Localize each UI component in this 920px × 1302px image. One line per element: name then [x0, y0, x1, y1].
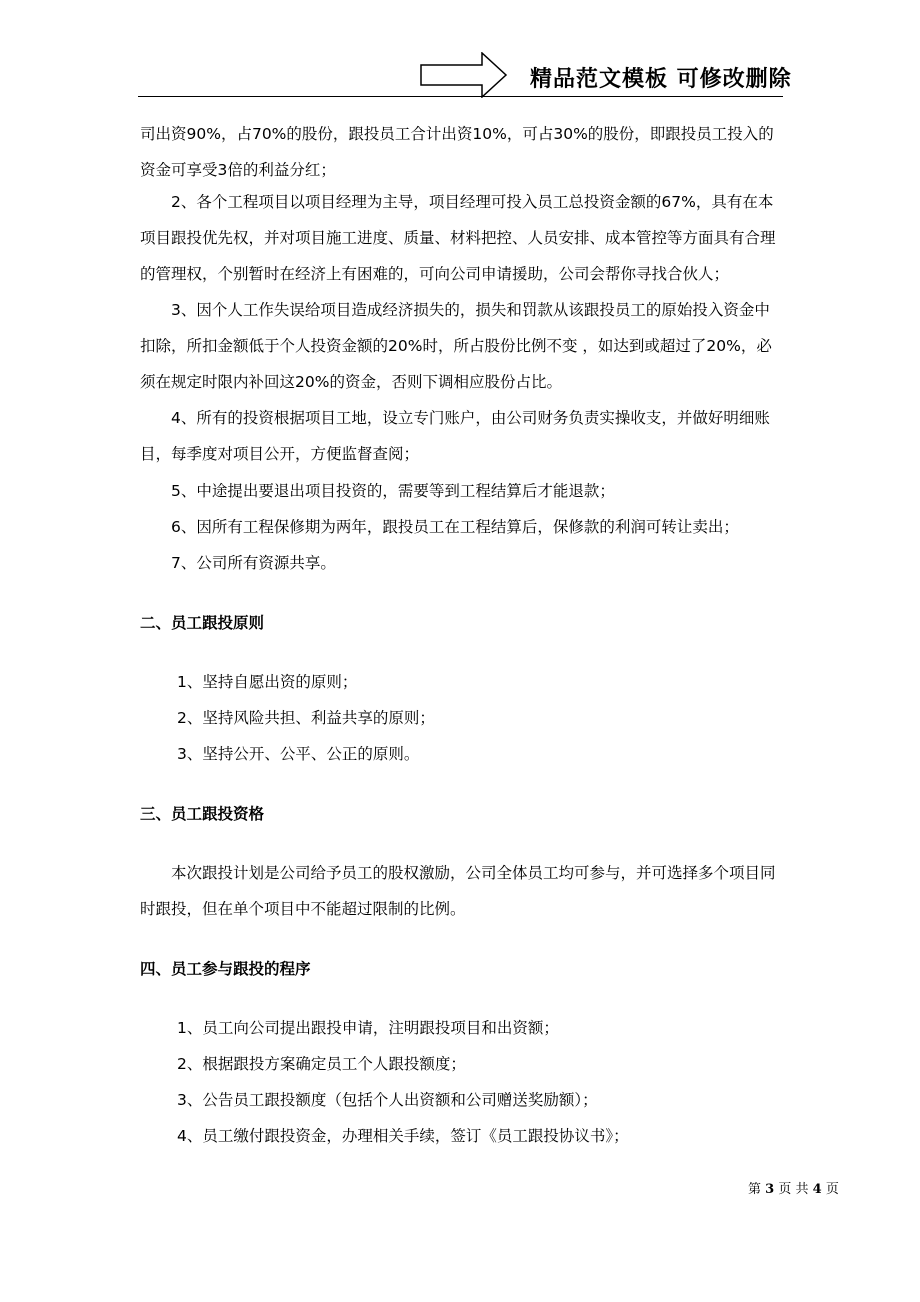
section-heading-eligibility: 三、员工跟投资格: [140, 805, 265, 823]
page-number-total: 4: [812, 1182, 822, 1197]
paragraph-item-7: 7、公司所有资源共享。: [171, 554, 336, 572]
page-number-middle: 页 共: [778, 1182, 809, 1197]
header-title: 精品范文模板 可修改删除: [530, 67, 792, 92]
page-number-current: 3: [765, 1182, 775, 1197]
page-header: [0, 0, 920, 100]
principle-item: 2、坚持风险共担、利益共享的原则；: [177, 709, 435, 727]
principle-item: 1、坚持自愿出资的原则；: [177, 673, 358, 691]
paragraph-item-2: 2、各个工程项目以项目经理为主导，项目经理可投入员工总投资金额的67%，具有在本项目跟投优先权，并对项目施工进度、质量、材料把控、人员安排、成本管控等方面具有合理的管理权，个别暂时在经济上有困难的，可向公司申请援助，公司会帮你寻找合伙人；: [140, 193, 776, 283]
procedure-item: 3、公告员工跟投额度（包括个人出资额和公司赠送奖励额）；: [177, 1091, 598, 1109]
paragraph-continuation: 司出资90%，占70%的股份，跟投员工合计出资10%，可占30%的股份，即跟投员工投入的资金可享受3倍的利益分红；: [140, 125, 774, 179]
eligibility-paragraph: 本次跟投计划是公司给予员工的股权激励，公司全体员工均可参与，并可选择多个项目同时跟投，但在单个项目中不能超过限制的比例。: [140, 864, 776, 918]
paragraph-item-3: 3、因个人工作失误给项目造成经济损失的，损失和罚款从该跟投员工的原始投入资金中扣除，所扣金额低于个人投资金额的20%时，所占股份比例不变 ，如达到或超过了20%，必须在规定时限内补回这20%的资金，否则下调相应股份占比。: [140, 301, 772, 391]
principle-item: 3、坚持公开、公平、公正的原则。: [177, 745, 420, 763]
arrow-right-icon: [420, 52, 508, 98]
paragraph-item-6: 6、因所有工程保修期为两年，跟投员工在工程结算后，保修款的利润可转让卖出；: [171, 518, 739, 536]
paragraph-item-4: 4、所有的投资根据项目工地，设立专门账户，由公司财务负责实操收支，并做好明细账目，每季度对项目公开，方便监督查阅；: [140, 409, 770, 463]
procedure-item: 4、员工缴付跟投资金，办理相关手续，签订《员工跟投协议书》；: [177, 1127, 629, 1145]
page-number: [748, 1178, 839, 1197]
page-number-suffix: 页: [825, 1182, 839, 1197]
section-heading-principles: 二、员工跟投原则: [140, 614, 265, 632]
page-number-prefix: 第: [748, 1182, 762, 1197]
paragraph-item-5: 5、中途提出要退出项目投资的，需要等到工程结算后才能退款；: [171, 482, 615, 500]
header-divider: [138, 96, 783, 97]
procedure-item: 1、员工向公司提出跟投申请，注明跟投项目和出资额；: [177, 1019, 559, 1037]
procedure-item: 2、根据跟投方案确定员工个人跟投额度；: [177, 1055, 466, 1073]
section-heading-procedure: 四、员工参与跟投的程序: [140, 960, 311, 978]
